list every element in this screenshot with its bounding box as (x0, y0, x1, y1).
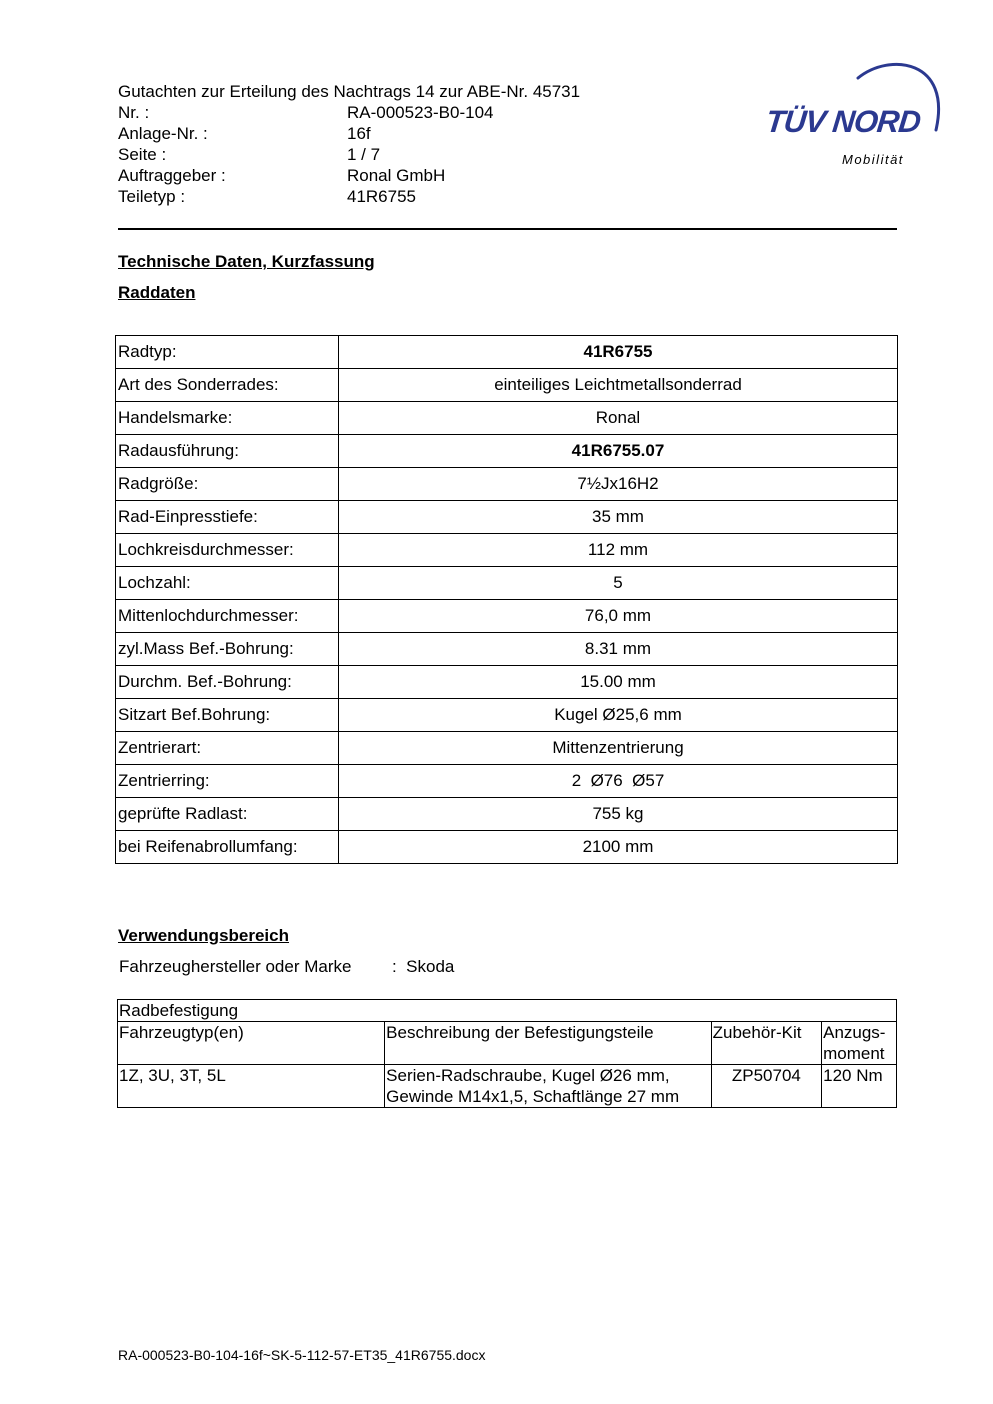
header-key-nr: Nr. : (118, 103, 150, 122)
row-value: 76,0 mm (339, 600, 898, 633)
row-value: 112 mm (339, 534, 898, 567)
header-value-teiletyp: 41R6755 (347, 187, 417, 206)
section-title-technische-daten: Technische Daten, Kurzfassung (118, 252, 375, 271)
usage-label: Fahrzeughersteller oder Marke (119, 957, 352, 976)
header-value-nr: RA-000523-B0-104 (347, 103, 494, 122)
row-value: Ronal (339, 402, 898, 435)
header-fahrzeugtyp: Fahrzeugtyp(en) (118, 1022, 385, 1065)
row-value: einteiliges Leichtmetallsonderrad (339, 369, 898, 402)
header-zubehoer-kit: Zubehör-Kit (711, 1022, 821, 1065)
table-row (116, 666, 898, 699)
table-row (116, 798, 898, 831)
logo-subtitle: Mobilität (842, 152, 904, 167)
header-value-auftraggeber: Ronal GmbH (347, 166, 446, 185)
row-value: Kugel Ø25,6 mm (339, 699, 898, 732)
row-value: Mittenzentrierung (339, 732, 898, 765)
table-row (116, 369, 898, 402)
table-caption: Radbefestigung (118, 1000, 897, 1022)
row-label: Lochzahl: (116, 567, 339, 600)
header-beschreibung: Beschreibung der Befestigungsteile (385, 1022, 711, 1065)
row-label: geprüfte Radlast: (116, 798, 339, 831)
document-title: Gutachten zur Erteilung des Nachtrags 14 zur ABE-Nr. 45731 (118, 82, 581, 101)
row-label: Radausführung: (116, 435, 339, 468)
row-value: 755 kg (339, 798, 898, 831)
section-title-verwendungsbereich: Verwendungsbereich (118, 926, 289, 945)
row-label: Durchm. Bef.-Bohrung: (116, 666, 339, 699)
row-label: Radtyp: (116, 336, 339, 369)
header-key-anlage: Anlage-Nr. : (118, 124, 208, 143)
tuv-nord-logo (760, 56, 950, 176)
table-row (116, 732, 898, 765)
table-row (116, 534, 898, 567)
row-value: 15.00 mm (339, 666, 898, 699)
row-label: Handelsmarke: (116, 402, 339, 435)
header-divider (118, 228, 897, 230)
radbefestigung-table (117, 999, 897, 1108)
row-value: 35 mm (339, 501, 898, 534)
table-row (116, 765, 898, 798)
row-value: 8.31 mm (339, 633, 898, 666)
row-value: 2 Ø76 Ø57 (339, 765, 898, 798)
cell-beschreibung-line1: Serien-Radschraube, Kugel Ø26 mm, (386, 1066, 670, 1085)
table-header-row (118, 1022, 897, 1065)
header-anzugsmoment (822, 1022, 897, 1065)
header-key-auftraggeber: Auftraggeber : (118, 166, 226, 185)
row-label: Rad-Einpresstiefe: (116, 501, 339, 534)
table-row (116, 699, 898, 732)
table-row (116, 468, 898, 501)
row-value: 41R6755 (339, 336, 898, 369)
table-caption-row (118, 1000, 897, 1022)
table-row (116, 600, 898, 633)
header-anzugsmoment-line2: moment (823, 1044, 885, 1063)
table-row (116, 336, 898, 369)
row-label: Art des Sonderrades: (116, 369, 339, 402)
cell-beschreibung-line2: Gewinde M14x1,5, Schaftlänge 27 mm (386, 1087, 680, 1106)
cell-anzugsmoment: 120 Nm (822, 1065, 897, 1108)
logo-brand: TÜV NORD (764, 104, 922, 139)
row-label: Zentrierring: (116, 765, 339, 798)
table-row (116, 567, 898, 600)
row-label: bei Reifenabrollumfang: (116, 831, 339, 864)
row-label: Radgröße: (116, 468, 339, 501)
section-title-raddaten: Raddaten (118, 283, 196, 302)
raddaten-table (115, 335, 898, 864)
table-row (116, 435, 898, 468)
cell-fahrzeugtyp: 1Z, 3U, 3T, 5L (118, 1065, 385, 1108)
row-value: 7½Jx16H2 (339, 468, 898, 501)
row-label: zyl.Mass Bef.-Bohrung: (116, 633, 339, 666)
row-label: Zentrierart: (116, 732, 339, 765)
row-value: 5 (339, 567, 898, 600)
row-label: Lochkreisdurchmesser: (116, 534, 339, 567)
table-row (116, 501, 898, 534)
header-value-anlage: 16f (347, 124, 371, 143)
table-row (116, 831, 898, 864)
table-row (116, 633, 898, 666)
row-value: 41R6755.07 (339, 435, 898, 468)
row-value: 2100 mm (339, 831, 898, 864)
table-row (116, 402, 898, 435)
cell-zubehoer-kit: ZP50704 (711, 1065, 821, 1108)
row-label: Sitzart Bef.Bohrung: (116, 699, 339, 732)
header-anzugsmoment-line1: Anzugs- (823, 1023, 886, 1042)
cell-beschreibung (385, 1065, 711, 1108)
footer-filename: RA-000523-B0-104-16f~SK-5-112-57-ET35_41R6755.docx (118, 1347, 486, 1363)
usage-value: : Skoda (392, 957, 455, 976)
row-label: Mittenlochdurchmesser: (116, 600, 339, 633)
header-key-seite: Seite : (118, 145, 167, 164)
header-key-teiletyp: Teiletyp : (118, 187, 186, 206)
table-row (118, 1065, 897, 1108)
header-value-seite: 1 / 7 (347, 145, 381, 164)
